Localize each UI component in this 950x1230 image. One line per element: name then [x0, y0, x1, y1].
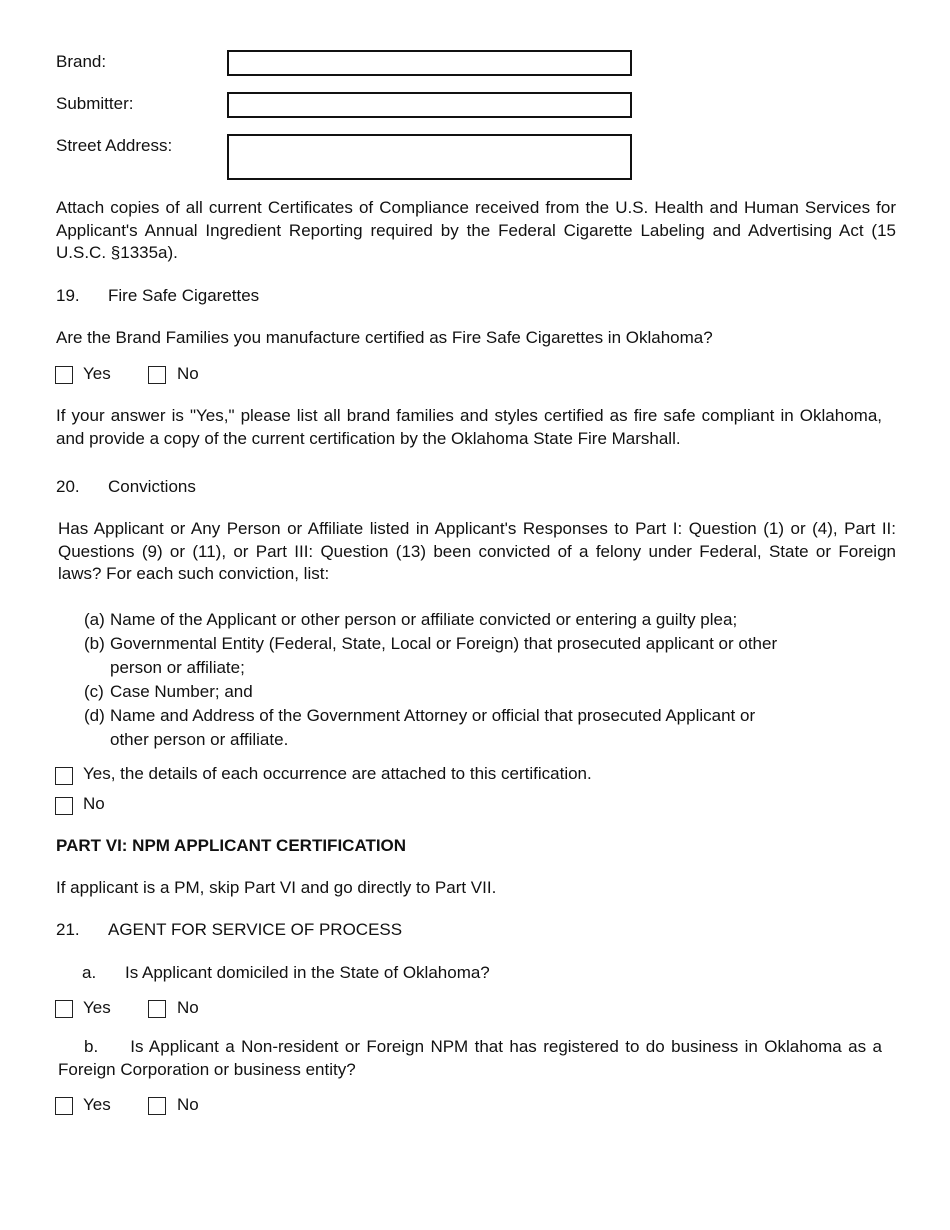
q20-yes-label: Yes, the details of each occurrence are attached to this certification.	[83, 764, 592, 783]
q20-heading	[56, 476, 196, 498]
street-address-field[interactable]	[227, 134, 632, 180]
q20-yes-checkbox[interactable]	[55, 767, 73, 785]
q21a-text: Is Applicant domiciled in the State of Oklahoma?	[125, 963, 490, 982]
q21a-question	[82, 962, 490, 984]
q19-no-checkbox[interactable]	[148, 366, 166, 384]
brand-field[interactable]	[227, 50, 632, 76]
q21b-yes-checkbox[interactable]	[55, 1097, 73, 1115]
q19-followup: If your answer is "Yes," please list all brand families and styles certified as fire safe compliant in Oklahoma, and provide a copy of the current certification by the Oklahoma State Fire Marshall.	[56, 406, 882, 448]
q19-question: Are the Brand Families you manufacture certified as Fire Safe Cigarettes in Oklahoma?	[56, 328, 713, 347]
list-item-mark: (b)	[84, 634, 105, 653]
list-item-continuation: person or affiliate;	[110, 658, 245, 677]
q21-title: AGENT FOR SERVICE OF PROCESS	[108, 920, 403, 939]
q21a-yes-label: Yes	[83, 998, 111, 1017]
q21b-no-label: No	[177, 1095, 199, 1114]
list-item-text: Name and Address of the Government Attorney or official that prosecuted Applicant or	[110, 706, 756, 725]
q20-no-label: No	[83, 794, 105, 813]
street-address-label: Street Address:	[56, 136, 173, 155]
list-item	[84, 608, 864, 632]
q19-heading	[56, 285, 259, 307]
part6-title: PART VI: NPM APPLICANT CERTIFICATION	[56, 836, 407, 855]
q20-question: Has Applicant or Any Person or Affiliate listed in Applicant's Responses to Part I: Question (1) or (4), Part II: Questions (9) or (11), or Part III: Question (13) been convicted of a felony under Federal, State or Foreign laws? For each such conviction, list:	[58, 519, 896, 583]
list-item-text: Governmental Entity (Federal, State, Local or Foreign) that prosecuted applicant or other	[110, 634, 778, 653]
q20-no-checkbox[interactable]	[55, 797, 73, 815]
q19-number: 19.	[56, 286, 80, 305]
list-item-mark: (a)	[84, 610, 105, 629]
q21b-text: Is Applicant a Non-resident or Foreign NPM that has registered to do business in Oklahoma as a Foreign Corporation or business entity?	[58, 1037, 882, 1079]
submitter-field[interactable]	[227, 92, 632, 118]
q21-heading	[56, 919, 402, 941]
list-item-mark: (c)	[84, 682, 104, 701]
q21a-no-label: No	[177, 998, 199, 1017]
list-item	[84, 704, 864, 752]
list-item-text: Name of the Applicant or other person or affiliate convicted or entering a guilty plea;	[110, 610, 738, 629]
q21b-mark: b.	[84, 1037, 99, 1056]
part6-note: If applicant is a PM, skip Part VI and go directly to Part VII.	[56, 878, 497, 897]
q20-title: Convictions	[108, 477, 196, 496]
list-item-text: Case Number; and	[110, 682, 253, 701]
list-item	[84, 680, 864, 704]
submitter-label: Submitter:	[56, 94, 134, 113]
q20-number: 20.	[56, 477, 80, 496]
q21b-no-checkbox[interactable]	[148, 1097, 166, 1115]
q21a-mark: a.	[82, 963, 97, 982]
q21a-no-checkbox[interactable]	[148, 1000, 166, 1018]
q21b-question	[58, 1036, 882, 1081]
attach-note: Attach copies of all current Certificates of Compliance received from the U.S. Health and Human Services for Applicant's Annual Ingredient Reporting required by the Federal Cigarette Labeling and Advertising Act (15 U.S.C. §1335a).	[56, 198, 896, 262]
q21a-yes-checkbox[interactable]	[55, 1000, 73, 1018]
q19-yes-label: Yes	[83, 364, 111, 383]
q21-number: 21.	[56, 920, 80, 939]
brand-label: Brand:	[56, 52, 107, 71]
q19-title: Fire Safe Cigarettes	[108, 286, 260, 305]
list-item-mark: (d)	[84, 706, 105, 725]
q19-yes-checkbox[interactable]	[55, 366, 73, 384]
q21b-yes-label: Yes	[83, 1095, 111, 1114]
list-item	[84, 632, 864, 680]
list-item-continuation: other person or affiliate.	[110, 730, 289, 749]
q19-no-label: No	[177, 364, 199, 383]
